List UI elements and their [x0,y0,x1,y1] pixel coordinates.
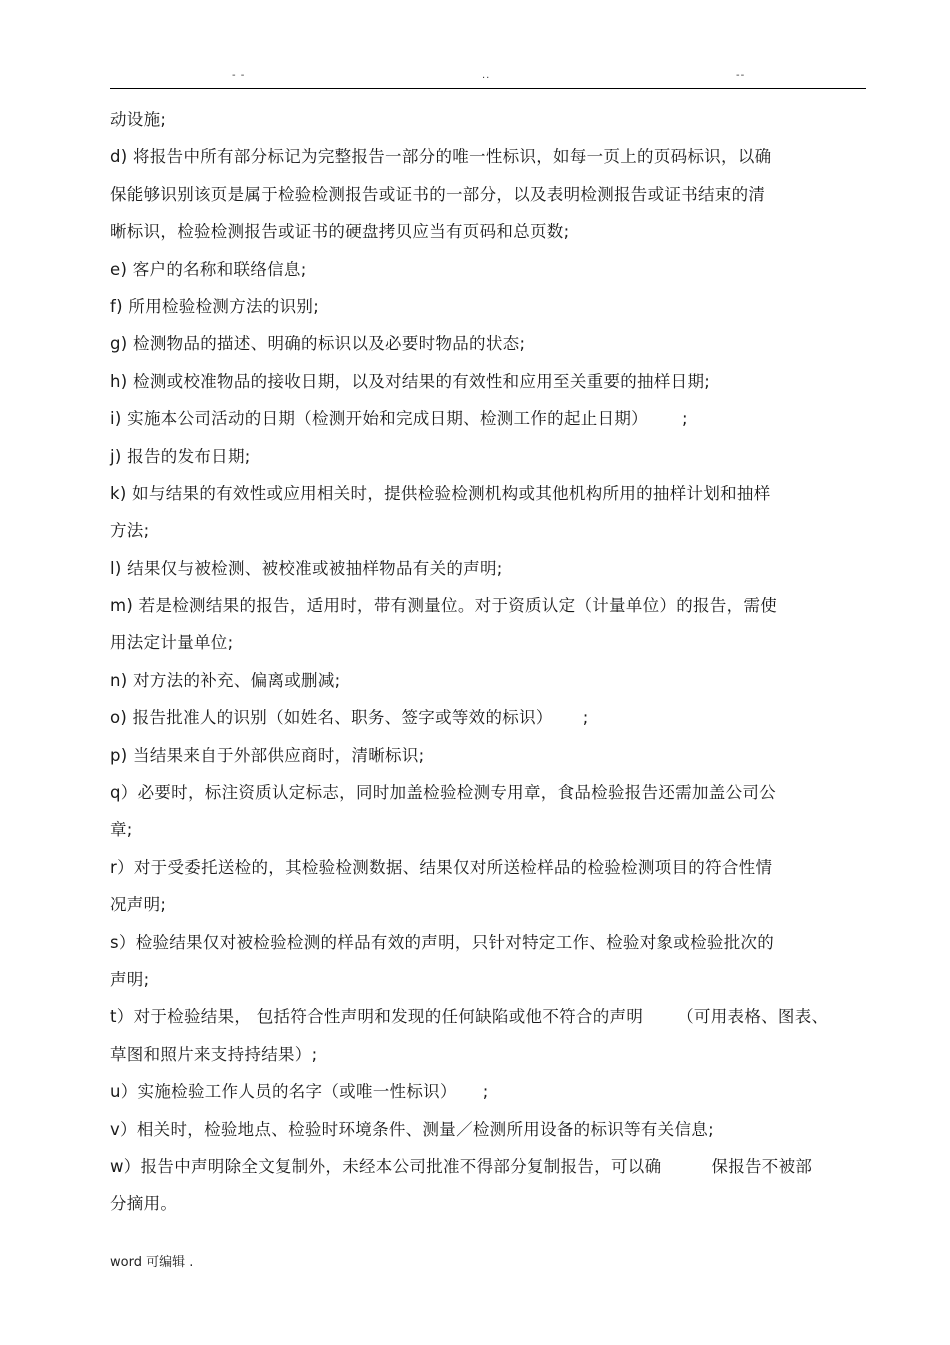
text-line [110,930,866,967]
text-line [110,481,866,518]
text-line [110,518,866,555]
text-segment: s）检验结果仅对被检验检测的样品有效的声明，只针对特定工作、检验对象或检验批次的 [110,932,775,952]
text-segment: p) 当结果来自于外部供应商时，清晰标识; [110,745,425,765]
text-segment: ; [582,708,589,728]
text-segment: i) 实施本公司活动的日期（检测开始和完成日期、检测工作的起止日期） [110,409,648,429]
text-line [110,967,866,1004]
text-segment: k) 如与结果的有效性或应用相关时，提供检验检测机构或其他机构所用的抽样计划和抽样 [110,483,771,503]
text-segment: r）对于受委托送检的，其检验检测数据、结果仅对所送检样品的检验检测项目的符合性情 [110,857,773,877]
text-segment: t）对于检验结果， 包括符合性声明和发现的任何缺陷或他不符合的声明 [110,1007,644,1027]
text-segment: f) 所用检验检测方法的识别; [110,296,320,316]
text-line [110,406,866,443]
text-segment: （可用表格、图表、 [677,1007,829,1027]
text-line [110,219,866,256]
document-body [110,107,866,1229]
text-segment: g) 检测物品的描述、明确的标识以及必要时物品的状态; [110,334,526,354]
text-segment: l) 结果仅与被检测、被校准或被抽样物品有关的声明; [110,558,503,578]
text-line [110,182,866,219]
text-line [110,1117,866,1154]
text-line [110,257,866,294]
text-segment: h) 检测或校准物品的接收日期，以及对结果的有效性和应用至关重要的抽样日期; [110,371,711,391]
text-segment: 保能够识别该页是属于检验检测报告或证书的一部分，以及表明检测报告或证书结束的清 [110,184,766,204]
text-segment: 况声明; [110,895,167,915]
text-line [110,1004,866,1041]
text-segment: 章; [110,820,133,840]
text-segment: o) 报告批准人的识别（如姓名、职务、签字或等效的标识） [110,708,553,728]
header-left-mark: - - [232,70,246,81]
text-segment: 保报告不被部 [711,1156,813,1176]
page-header [110,70,866,88]
text-segment: 用法定计量单位; [110,633,234,653]
header-rule [110,88,866,89]
text-segment: ; [482,1082,489,1102]
text-segment: u）实施检验工作人员的名字（或唯一性标识） [110,1082,457,1102]
text-line [110,1079,866,1116]
text-segment: 声明; [110,969,150,989]
text-line [110,593,866,630]
text-line [110,855,866,892]
header-right-mark: -- [736,70,746,81]
text-line [110,1191,866,1228]
text-segment: q）必要时，标注资质认定标志，同时加盖检验检测专用章，食品检验报告还需加盖公司公 [110,783,776,803]
text-segment: e) 客户的名称和联络信息; [110,259,307,279]
text-line [110,743,866,780]
text-segment: m) 若是检测结果的报告，适用时，带有测量位。对于资质认定（计量单位）的报告，需使 [110,596,778,616]
text-line [110,107,866,144]
text-segment: ; [681,409,688,429]
text-line [110,1042,866,1079]
text-segment: d) 将报告中所有部分标记为完整报告一部分的唯一性标识，如每一页上的页码标识，以确 [110,147,772,167]
text-line [110,331,866,368]
text-line [110,780,866,817]
text-line [110,668,866,705]
text-segment: 晰标识，检验检测报告或证书的硬盘拷贝应当有页码和总页数; [110,222,570,242]
text-line [110,294,866,331]
text-line [110,444,866,481]
text-segment: 方法; [110,521,150,541]
text-line [110,705,866,742]
text-line [110,1154,866,1191]
text-segment: 草图和照片来支持持结果）; [110,1044,318,1064]
text-line [110,144,866,181]
text-line [110,817,866,854]
text-line [110,556,866,593]
header-center-mark: .. [482,70,491,81]
text-line [110,369,866,406]
text-segment: n) 对方法的补充、偏离或删减; [110,670,341,690]
text-segment: 动设施; [110,110,167,129]
text-line [110,630,866,667]
text-segment: 分摘用。 [110,1194,178,1214]
text-line [110,892,866,929]
text-segment: v）相关时，检验地点、检验时环境条件、测量／检测所用设备的标识等有关信息; [110,1119,714,1139]
text-segment: w）报告中声明除全文复制外，未经本公司批准不得部分复制报告，可以确 [110,1156,662,1176]
text-segment: j) 报告的发布日期; [110,446,251,466]
page-footer: word 可编辑 . [110,1255,194,1270]
